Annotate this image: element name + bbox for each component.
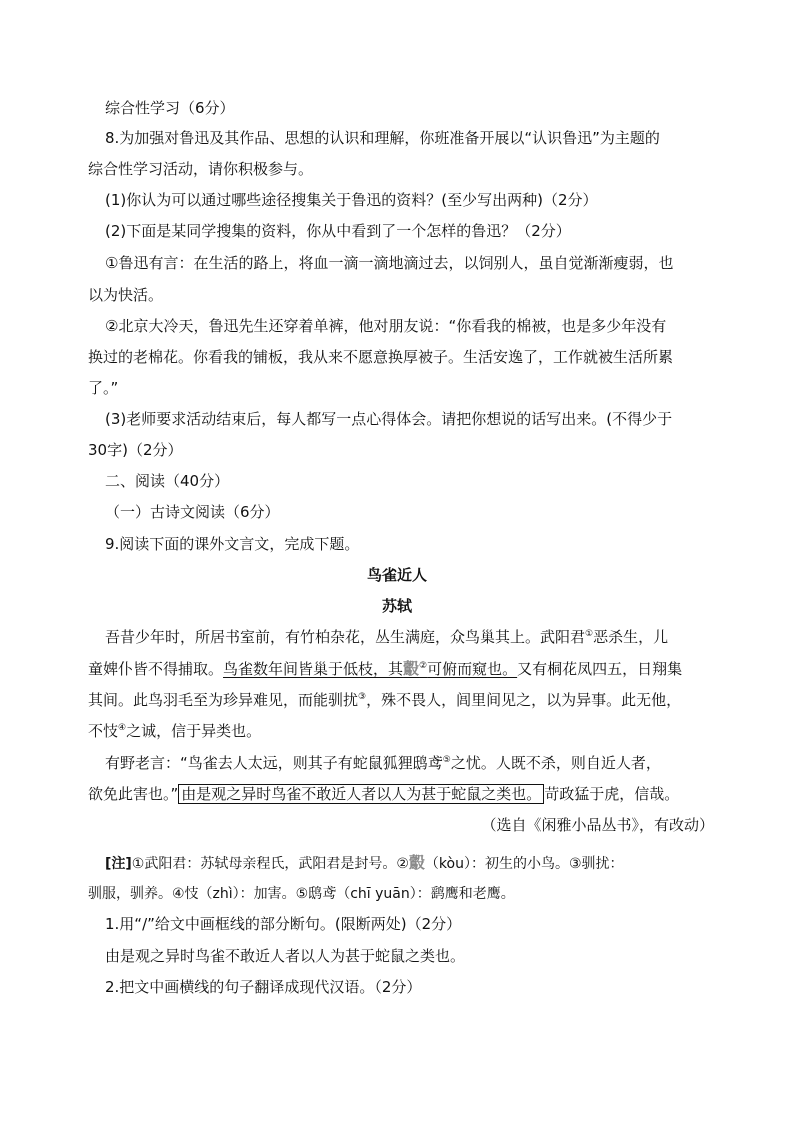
text-segment: 恶杀生，儿 (593, 628, 669, 646)
material1-line1: ①鲁迅有言：在生活的路上，将血一滴一滴地滴过去，以饲别人，虽自觉渐渐瘦弱，也 (105, 254, 674, 272)
text-segment: 可俯而窥也。 (427, 660, 518, 678)
q8-sub3-line2: 30字)（2分） (88, 441, 183, 459)
note-marker: ③ (358, 692, 367, 702)
note-marker: ④ (118, 723, 127, 733)
question-1: 1.用“/”给文中画框线的部分断句。(限断两处)（2分） (105, 915, 462, 933)
text-segment: 又有桐花凤四五，日翔集 (517, 660, 683, 678)
text-segment: 鸟雀数年间皆巢于低枝，其 (223, 660, 404, 678)
passage-p2-line2 (88, 784, 679, 804)
note-marker: ① (585, 629, 594, 639)
text-segment: ①武阳君：苏轼母亲程氏，武阳君是封号。② (131, 856, 409, 872)
passage-p2-line1 (105, 753, 661, 773)
material2-line2: 换过的老棉花。你看我的铺板，我从来不愿意换厚被子。生活安逸了，工作就被生活所累 (88, 348, 674, 366)
text-segment: （kòu）：初生的小鸟。③驯扰： (424, 856, 624, 872)
passage-p1-line2 (88, 659, 682, 679)
question-2: 2.把文中画横线的句子翻译成现代汉语。（2分） (105, 978, 422, 996)
q8-sub2: (2)下面是某同学搜集的资料，你从中看到了一个怎样的鲁迅？（2分） (105, 222, 571, 240)
text-segment: 之诚，信于异类也。 (126, 722, 262, 740)
q8-sub3-line1: (3)老师要求活动结束后，每人都写一点心得体会。请把你想说的话写出来。(不得少于 (105, 410, 673, 428)
text-segment: 有野老言：“鸟雀去人太远，则其子有蛇鼠狐狸鸱鸢 (105, 754, 443, 772)
text-segment: 之忧。人既不杀，则自近人者， (450, 754, 661, 772)
q8-stem-line1: 8.为加强对鲁迅及其作品、思想的认识和理解，你班准备开展以“认识鲁迅”为主题的 (105, 129, 660, 147)
q8-sub1: (1)你认为可以通过哪些途径搜集关于鲁迅的资料？(至少写出两种)（2分） (105, 191, 598, 209)
note-marker: ② (419, 661, 428, 671)
question-1-text: 由是观之异时鸟雀不敢近人者以人为甚于蛇鼠之类也。 (105, 947, 466, 965)
reading-title: 二、阅读（40分） (105, 472, 230, 490)
passage-p1-line4 (88, 721, 261, 741)
text-segment: 其间。此鸟羽毛至为珍异难见，而能驯扰 (88, 691, 359, 709)
q9-instruction: 9.阅读下面的课外文言文，完成下题。 (105, 535, 360, 553)
passage-author: 苏轼 (381, 597, 412, 615)
section-title: 综合性学习（6分） (105, 99, 235, 117)
text-segment: ，殊不畏人，闾里间见之，以为异事。此无他， (366, 691, 682, 709)
text-segment: 欲免此害也。” (88, 785, 179, 803)
text-segment: 吾昔少年时，所居书室前，有竹柏杂花，丛生满庭，众鸟巢其上。武阳君 (105, 628, 586, 646)
passage-title: 鸟雀近人 (366, 566, 427, 584)
text-segment: 童婢仆皆不得捕取。 (88, 660, 224, 678)
material2-line3: 了。” (88, 379, 119, 397)
boxed-sentence: 由是观之异时鸟雀不敢近人者以人为甚于蛇鼠之类也。 (178, 784, 544, 804)
passage-p1-line3 (88, 690, 681, 710)
text-segment: 不忮 (88, 722, 119, 740)
notes-label: [注] (105, 856, 132, 872)
passage-p1-line1 (105, 627, 668, 647)
text-segment: 苛政猛于虎，信哉。 (544, 785, 680, 803)
material1-line2: 以为快活。 (88, 286, 164, 304)
passage-source: （选自《闲雅小品丛书》，有改动） (481, 816, 714, 834)
poetry-title: （一）古诗文阅读（6分） (105, 503, 280, 521)
material2-line1: ②北京大冷天，鲁迅先生还穿着单裤，他对朋友说：“你看我的棉被，也是多少年没有 (105, 317, 667, 335)
q8-stem-line2: 综合性学习活动，请你积极参与。 (88, 160, 314, 178)
note-marker: ⑤ (442, 755, 451, 765)
kou-character: 鷇 (403, 659, 420, 678)
kou-character: 鷇 (408, 853, 425, 872)
underlined-sentence (223, 660, 517, 678)
notes-line1 (105, 853, 624, 874)
notes-line2: 驯服，驯养。④忮（zhì）：加害。⑤鸱鸢（chī yuān）：鹞鹰和老鹰。 (88, 886, 515, 902)
